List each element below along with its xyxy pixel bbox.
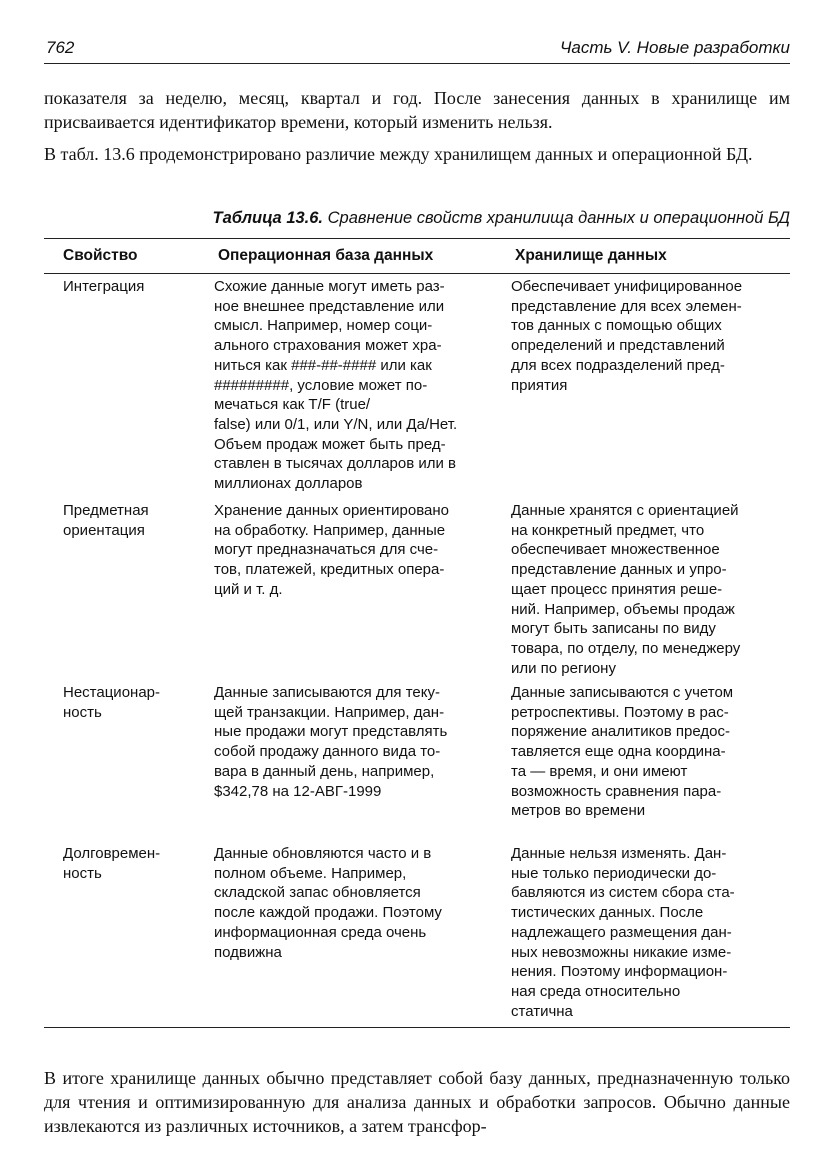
row-warehouse: Данные нельзя изменять. Дан- ные только периодически до- бавляются из систем сбора ста- тистических данных. После надлежащего размещения дан- ных невозможны никакие изме- нения. Поэтому информацион- ная среда относительно статична xyxy=(511,845,735,1020)
row-operational: Данные обновляются часто и в полном объеме. Например, складской запас обновляется после каждой продажи. Поэтому информационная среда очень подвижна xyxy=(214,845,442,961)
table-bottom-rule xyxy=(44,1027,790,1028)
comparison-table xyxy=(44,238,790,1028)
table-row xyxy=(44,501,790,683)
table-caption-text: Сравнение свойств хранилища данных и операционной БД xyxy=(327,209,790,227)
row-property: Нестационар- ность xyxy=(63,684,160,721)
row-warehouse: Данные хранятся с ориентацией на конкретный предмет, что обеспечивает множественное представление данных и упро- щает процесс принятия реше- ний. Например, объемы продаж могут быть записаны по виду товара, по отделу, по менеджеру или по региону xyxy=(511,502,741,677)
table-header-row xyxy=(44,239,790,273)
running-header xyxy=(44,38,790,64)
table-row xyxy=(44,844,790,1027)
row-property: Долговремен- ность xyxy=(63,845,161,882)
closing-paragraph: В итоге хранилище данных обычно представляет собой базу данных, предназначенную только для чтения и оптимизированную для анализа данных и обработки запросов. Обычно данные извлекаются из различных источников, а затем трансфор- xyxy=(44,1068,790,1136)
table-caption-label: Таблица 13.6. xyxy=(212,209,324,227)
intro-paragraph-1: показателя за неделю, месяц, квартал и год. После занесения данных в хранилище им присваивается идентификатор времени, который изменить нельзя. xyxy=(44,88,790,132)
row-property: Предметная ориентация xyxy=(63,502,149,539)
row-warehouse: Данные записываются с учетом ретроспективы. Поэтому в рас- поряжение аналитиков предос- тавляется еще одна координа- та — время, и они имеют возможность сравнения пара- метров во времени xyxy=(511,684,734,820)
chapter-title: Часть V. Новые разработки xyxy=(559,38,790,57)
header-data-warehouse: Хранилище данных xyxy=(515,247,667,265)
table-row xyxy=(44,683,790,844)
header-operational-db: Операционная база данных xyxy=(218,247,434,265)
row-operational: Данные записываются для теку- щей транзакции. Например, дан- ные продажи могут представлять собой продажу данного вида то- вара в данный день, например, $342,78 на 12-АВГ-1999 xyxy=(214,684,448,800)
table-row xyxy=(44,274,790,501)
header-property: Свойство xyxy=(63,247,138,265)
table-caption xyxy=(213,209,790,228)
row-warehouse: Обеспечивает унифицированное представление для всех элемен- тов данных с помощью общих определений и представлений для всех подразделений пред- приятия xyxy=(511,278,743,394)
page-number: 762 xyxy=(46,38,75,57)
row-operational: Схожие данные могут иметь раз- ное внешнее представление или смысл. Например, номер соци- ального страхования может хра- ниться как ###-##-#### или как #########, условие может по- мечаться как T/F (true/ false) или 0/1, или Y/N, или Да/Нет. Объем продаж может быть пред- ставлен в тысячах долларов или в миллионах долларов xyxy=(214,278,458,493)
intro-paragraph-2: В табл. 13.6 продемонстрировано различие между хранилищем данных и операционной БД. xyxy=(44,144,753,164)
row-operational: Хранение данных ориентировано на обработку. Например, данные могут предназначаться для сче- тов, платежей, кредитных опера- ций и т. д. xyxy=(214,502,449,598)
row-property: Интеграция xyxy=(63,278,145,295)
header-rule xyxy=(44,63,790,64)
